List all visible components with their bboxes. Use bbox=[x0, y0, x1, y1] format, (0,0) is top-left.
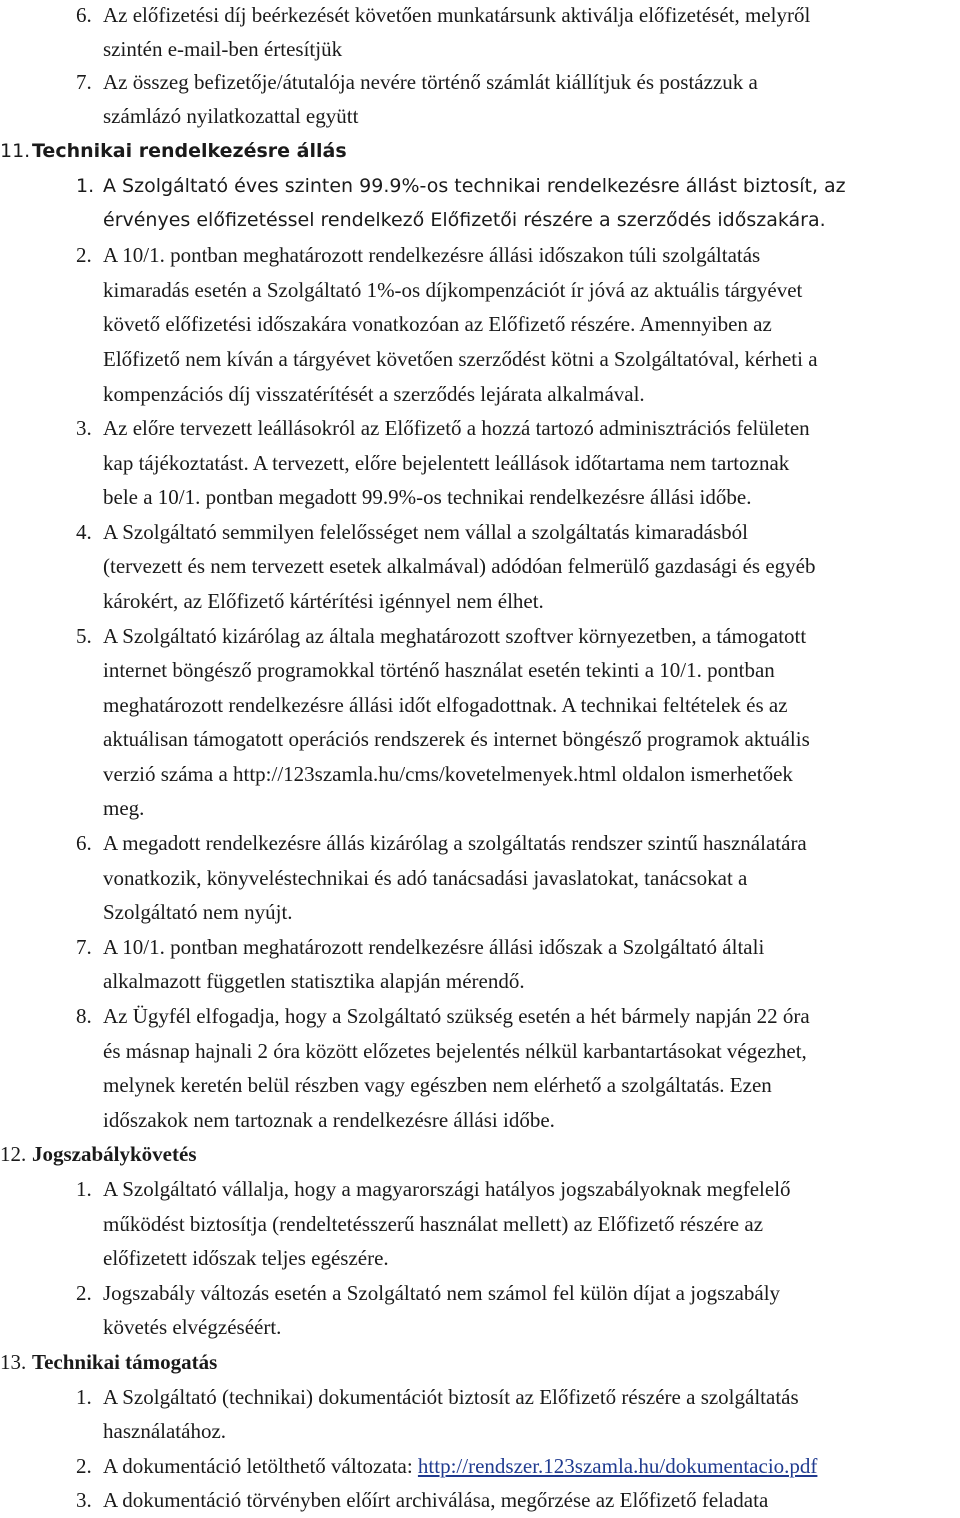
section-heading: Technikai támogatás bbox=[32, 1350, 218, 1374]
section-number: 13. bbox=[0, 1350, 27, 1374]
list-item-text: Az előre tervezett leállásokról az Előfizető a hozzá tartozó adminisztrációs felületen bbox=[103, 416, 810, 440]
list-item-text: számlázó nyilatkozattal együtt bbox=[103, 104, 359, 128]
list-item-text-prefix: A dokumentáció letölthető változata: bbox=[103, 1454, 418, 1478]
list-item-text: Az Ügyfél elfogadja, hogy a Szolgáltató szükség esetén a hét bármely napján 22 óra bbox=[103, 1004, 810, 1028]
section-heading: Jogszabálykövetés bbox=[32, 1142, 197, 1166]
list-item-text: A Szolgáltató semmilyen felelősséget nem vállal a szolgáltatás kimaradásból bbox=[103, 520, 748, 544]
list-item-text: melynek keretén belül részben vagy egészben nem elérhető a szolgáltatás. Ezen bbox=[103, 1073, 772, 1097]
list-item-text: kimaradás esetén a Szolgáltató 1%-os díjkompenzációt ír jóvá az aktuális tárgyévet bbox=[103, 278, 803, 302]
list-number: 2. bbox=[76, 243, 92, 267]
list-item-text: működést biztosítja (rendeltetésszerű használat mellett) az Előfizető részére az bbox=[103, 1212, 764, 1236]
list-item-text: követés elvégzéséért. bbox=[103, 1315, 282, 1339]
list-item-text: és másnap hajnali 2 óra között előzetes bejelentés nélkül karbantartásokat végezhet, bbox=[103, 1039, 807, 1063]
list-item-text: károkért, az Előfizető kártérítési igénnyel nem élhet. bbox=[103, 589, 544, 613]
list-number: 1. bbox=[76, 175, 95, 197]
list-item-text: meg. bbox=[103, 796, 145, 820]
list-item-text: Az előfizetési díj beérkezését követően munkatársunk aktiválja előfizetését, melyről bbox=[103, 3, 811, 27]
list-item-text: bele a 10/1. pontban megadott 99.9%-os technikai rendelkezésre állási időbe. bbox=[103, 485, 752, 509]
list-item-text: A 10/1. pontban meghatározott rendelkezésre állási időszakon túli szolgáltatás bbox=[103, 243, 761, 267]
list-item-text: Előfizető nem kíván a tárgyévet követően szerződést kötni a Szolgáltatóval, kérheti a bbox=[103, 347, 818, 371]
list-number: 6. bbox=[76, 831, 92, 855]
list-number: 2. bbox=[76, 1281, 92, 1305]
list-item-text: internet böngésző programokkal történő használat esetén tekinti a 10/1. pontban bbox=[103, 658, 775, 682]
list-item-text: kap tájékoztatást. A tervezett, előre bejelentett leállások időtartama nem tartoznak bbox=[103, 451, 790, 475]
list-number: 8. bbox=[76, 1004, 92, 1028]
list-item-text: előfizetett időszak teljes egészére. bbox=[103, 1246, 389, 1270]
list-item-text: A megadott rendelkezésre állás kizárólag a szolgáltatás rendszer szintű használatára bbox=[103, 831, 807, 855]
list-item-text: vonatkozik, könyveléstechnikai és adó tanácsadási javaslatokat, tanácsokat a bbox=[103, 866, 748, 890]
list-item-text: A Szolgáltató (technikai) dokumentációt biztosít az Előfizető részére a szolgáltatás bbox=[103, 1385, 799, 1409]
list-number: 4. bbox=[76, 520, 92, 544]
list-number: 2. bbox=[76, 1454, 92, 1478]
list-item-text: A dokumentáció törvényben előírt archiválása, megőrzése az Előfizető feladata bbox=[103, 1488, 769, 1512]
list-number: 7. bbox=[76, 935, 92, 959]
list-item-text: A Szolgáltató éves szinten 99.9%-os technikai rendelkezésre állást biztosít, az bbox=[103, 175, 846, 197]
list-item-text: (tervezett és nem tervezett esetek alkalmával) adódóan felmerülő gazdasági és egyéb bbox=[103, 554, 816, 578]
documentation-link[interactable]: http://rendszer.123szamla.hu/dokumentacio.pdf bbox=[417, 1454, 818, 1478]
list-item-text: szintén e-mail-ben értesítjük bbox=[103, 37, 343, 61]
list-number: 3. bbox=[76, 1488, 92, 1512]
list-item-text: verzió száma a http://123szamla.hu/cms/kovetelmenyek.html oldalon ismerhetőek bbox=[103, 762, 793, 786]
list-number: 1. bbox=[76, 1385, 92, 1409]
list-number: 5. bbox=[76, 624, 92, 648]
list-number: 6. bbox=[76, 3, 92, 27]
list-item-text: A Szolgáltató kizárólag az általa meghatározott szoftver környezetben, a támogatott bbox=[103, 624, 807, 648]
list-item-text: Szolgáltató nem nyújt. bbox=[103, 900, 293, 924]
list-item-text: kompenzációs díj visszatérítését a szerződés lejárata alkalmával. bbox=[103, 382, 645, 406]
list-number: 1. bbox=[76, 1177, 92, 1201]
list-item-text: érvényes előfizetéssel rendelkező Előfizetői részére a szerződés időszakára. bbox=[103, 209, 826, 231]
list-item-text: alkalmazott független statisztika alapján mérendő. bbox=[103, 969, 525, 993]
list-item-text: követő előfizetési időszakára vonatkozóan az Előfizető részére. Amennyiben az bbox=[103, 312, 772, 336]
list-item-text: időszakok nem tartoznak a rendelkezésre állási időbe. bbox=[103, 1108, 555, 1132]
list-item-text bbox=[103, 1451, 817, 1481]
list-number: 3. bbox=[76, 416, 92, 440]
list-item-text: Jogszabály változás esetén a Szolgáltató nem számol fel külön díjat a jogszabály bbox=[103, 1281, 781, 1305]
list-item-text: meghatározott rendelkezésre állási időt elfogadottnak. A technikai feltételek és az bbox=[103, 693, 788, 717]
list-item-text: aktuálisan támogatott operációs rendszerek és internet böngésző programok aktuális bbox=[103, 727, 810, 751]
list-item-text: A Szolgáltató vállalja, hogy a magyarországi hatályos jogszabályoknak megfelelő bbox=[103, 1177, 791, 1201]
list-item-text: A 10/1. pontban meghatározott rendelkezésre állási időszak a Szolgáltató általi bbox=[103, 935, 765, 959]
section-number: 12. bbox=[0, 1142, 27, 1166]
list-item-text: Az összeg befizetője/átutalója nevére történő számlát kiállítjuk és postázzuk a bbox=[103, 70, 758, 94]
section-number: 11. bbox=[0, 140, 31, 162]
section-heading: Technikai rendelkezésre állás bbox=[32, 140, 347, 162]
list-item-text: használatához. bbox=[103, 1419, 227, 1443]
list-number: 7. bbox=[76, 70, 92, 94]
